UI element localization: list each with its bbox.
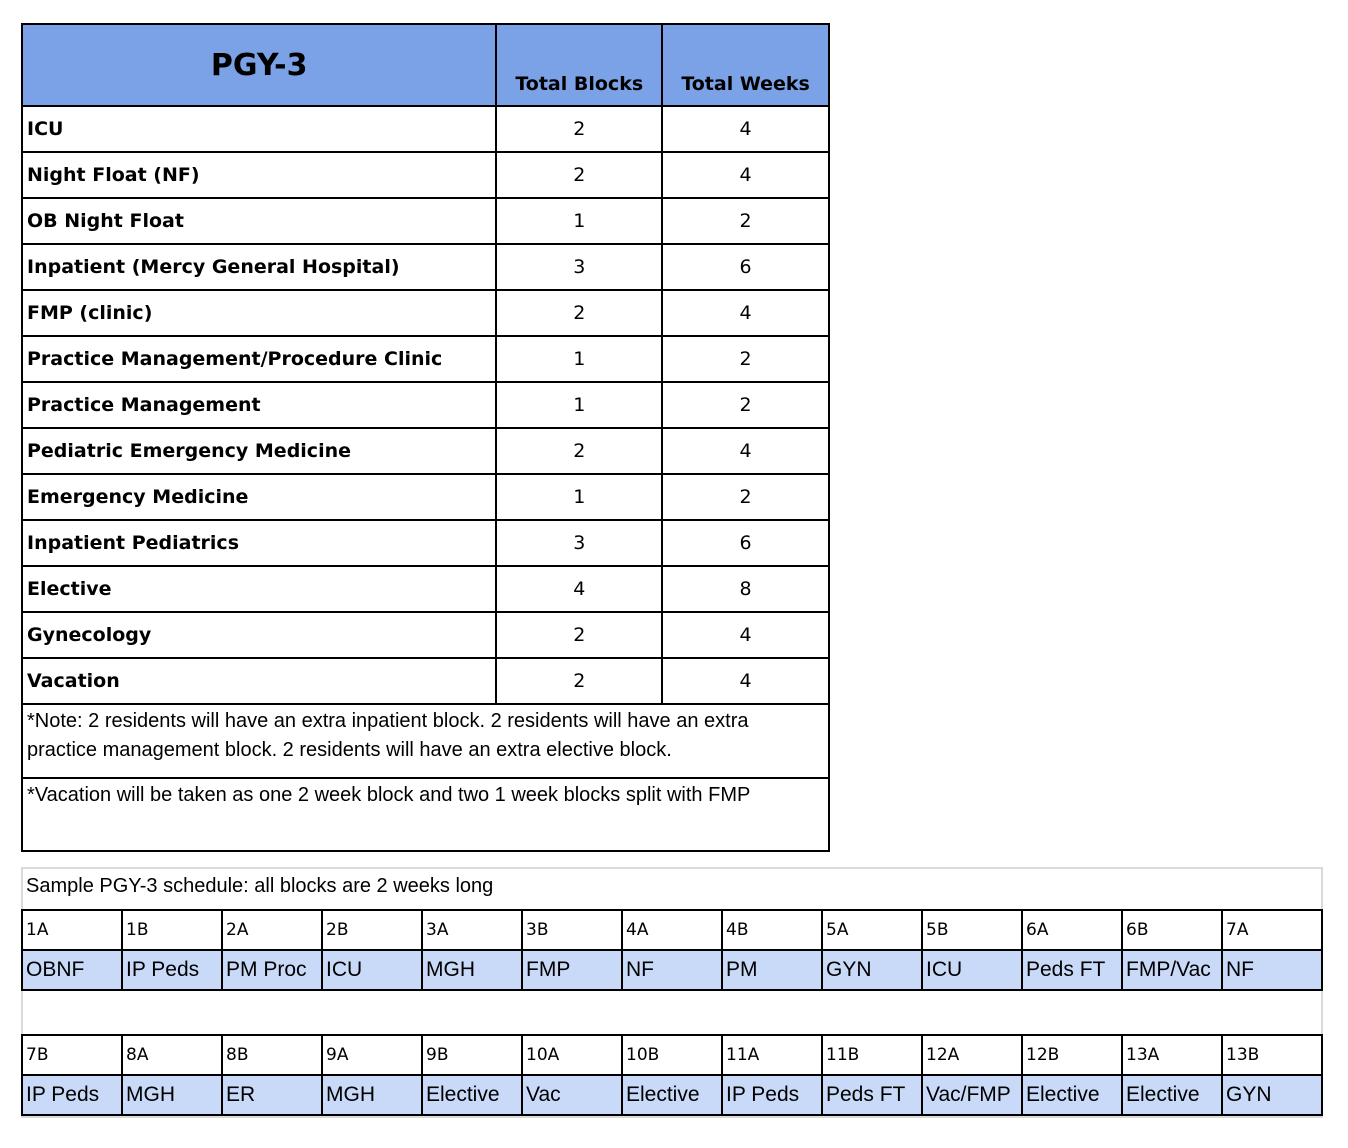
total-blocks-value: 1 <box>496 336 662 382</box>
rotation-cell: Elective <box>422 1075 522 1115</box>
table-title: PGY-3 <box>22 24 496 106</box>
total-blocks-value: 2 <box>496 612 662 658</box>
block-number-cell: 9A <box>322 1035 422 1075</box>
rotation-cell: MGH <box>422 950 522 990</box>
block-number-cell: 10A <box>522 1035 622 1075</box>
block-number-cell: 13B <box>1222 1035 1322 1075</box>
block-number-cell: 12A <box>922 1035 1022 1075</box>
block-number-cell: 11B <box>822 1035 922 1075</box>
rotation-cell: NF <box>622 950 722 990</box>
rotation-cell: ICU <box>322 950 422 990</box>
rotation-cell: Elective <box>1022 1075 1122 1115</box>
rotation-cell: Elective <box>1122 1075 1222 1115</box>
rotation-name: Elective <box>22 566 496 612</box>
rotation-cell: MGH <box>322 1075 422 1115</box>
rotation-name: OB Night Float <box>22 198 496 244</box>
total-weeks-value: 4 <box>662 428 829 474</box>
note-row <box>22 778 829 851</box>
block-number-cell: 11A <box>722 1035 822 1075</box>
total-weeks-value: 2 <box>662 382 829 428</box>
rotation-row <box>22 950 1322 990</box>
table-row <box>22 244 829 290</box>
rotation-name: Gynecology <box>22 612 496 658</box>
rotation-cell: Peds FT <box>822 1075 922 1115</box>
total-blocks-value: 2 <box>496 152 662 198</box>
total-weeks-value: 4 <box>662 612 829 658</box>
rotation-name: Practice Management <box>22 382 496 428</box>
rotation-cell: Elective <box>622 1075 722 1115</box>
rotation-row <box>22 1075 1322 1115</box>
block-number-cell: 8A <box>122 1035 222 1075</box>
rotation-cell: FMP <box>522 950 622 990</box>
rotation-cell: OBNF <box>22 950 122 990</box>
total-weeks-value: 6 <box>662 244 829 290</box>
total-blocks-value: 1 <box>496 382 662 428</box>
table-row <box>22 566 829 612</box>
rotation-cell: PM Proc <box>222 950 322 990</box>
schedule-title: Sample PGY-3 schedule: all blocks are 2 weeks long <box>26 875 494 897</box>
block-number-cell: 6B <box>1122 910 1222 950</box>
rotation-cell: Vac <box>522 1075 622 1115</box>
rotation-cell: GYN <box>822 950 922 990</box>
total-weeks-value: 4 <box>662 152 829 198</box>
total-blocks-value: 1 <box>496 474 662 520</box>
block-number-cell: 1B <box>122 910 222 950</box>
rotation-name: Inpatient Pediatrics <box>22 520 496 566</box>
rotation-name: ICU <box>22 106 496 152</box>
block-number-row <box>22 1035 1322 1075</box>
block-number-cell: 2B <box>322 910 422 950</box>
total-blocks-value: 2 <box>496 658 662 704</box>
block-number-cell: 12B <box>1022 1035 1122 1075</box>
total-blocks-value: 3 <box>496 244 662 290</box>
pgy3-rotation-table <box>21 23 830 852</box>
total-blocks-value: 2 <box>496 290 662 336</box>
total-weeks-value: 2 <box>662 474 829 520</box>
rotation-cell: IP Peds <box>22 1075 122 1115</box>
rotation-cell: ICU <box>922 950 1022 990</box>
rotation-cell: NF <box>1222 950 1322 990</box>
table-row <box>22 474 829 520</box>
rotation-name: Night Float (NF) <box>22 152 496 198</box>
block-number-cell: 5A <box>822 910 922 950</box>
block-number-cell: 13A <box>1122 1035 1222 1075</box>
note-row <box>22 704 829 778</box>
block-number-cell: 7A <box>1222 910 1322 950</box>
sample-schedule-table <box>21 867 1323 1118</box>
total-blocks-value: 4 <box>496 566 662 612</box>
rotation-cell: IP Peds <box>722 1075 822 1115</box>
block-number-cell: 10B <box>622 1035 722 1075</box>
rotation-name: FMP (clinic) <box>22 290 496 336</box>
total-weeks-value: 8 <box>662 566 829 612</box>
schedule-grid-second-half <box>21 1034 1323 1116</box>
rotation-name: Inpatient (Mercy General Hospital) <box>22 244 496 290</box>
table-row <box>22 198 829 244</box>
block-number-cell: 4A <box>622 910 722 950</box>
block-number-cell: 4B <box>722 910 822 950</box>
total-blocks-value: 2 <box>496 428 662 474</box>
total-weeks-value: 6 <box>662 520 829 566</box>
rotation-cell: MGH <box>122 1075 222 1115</box>
total-weeks-value: 4 <box>662 658 829 704</box>
table-row <box>22 106 829 152</box>
total-weeks-value: 4 <box>662 106 829 152</box>
rotation-cell: FMP/Vac <box>1122 950 1222 990</box>
table-row <box>22 382 829 428</box>
rotation-name: Vacation <box>22 658 496 704</box>
block-number-cell: 6A <box>1022 910 1122 950</box>
rotation-name: Emergency Medicine <box>22 474 496 520</box>
note-extra-blocks: *Note: 2 residents will have an extra inpatient block. 2 residents will have an extra practice management block. 2 residents will have an extra elective block. <box>22 704 829 778</box>
total-weeks-value: 2 <box>662 198 829 244</box>
block-number-cell: 9B <box>422 1035 522 1075</box>
block-number-cell: 3B <box>522 910 622 950</box>
rotation-cell: ER <box>222 1075 322 1115</box>
block-number-row <box>22 910 1322 950</box>
total-blocks-value: 3 <box>496 520 662 566</box>
block-number-cell: 3A <box>422 910 522 950</box>
rotation-cell: IP Peds <box>122 950 222 990</box>
rotation-cell: GYN <box>1222 1075 1322 1115</box>
table-row <box>22 152 829 198</box>
rotation-cell: Peds FT <box>1022 950 1122 990</box>
total-weeks-value: 2 <box>662 336 829 382</box>
note-vacation: *Vacation will be taken as one 2 week block and two 1 week blocks split with FMP <box>22 778 829 851</box>
table-row <box>22 520 829 566</box>
table-row <box>22 658 829 704</box>
rotation-name: Practice Management/Procedure Clinic <box>22 336 496 382</box>
total-blocks-value: 2 <box>496 106 662 152</box>
block-number-cell: 5B <box>922 910 1022 950</box>
table-row <box>22 612 829 658</box>
table-row <box>22 428 829 474</box>
block-number-cell: 7B <box>22 1035 122 1075</box>
block-number-cell: 2A <box>222 910 322 950</box>
block-number-cell: 1A <box>22 910 122 950</box>
rotation-cell: PM <box>722 950 822 990</box>
total-blocks-value: 1 <box>496 198 662 244</box>
schedule-grid-first-half <box>21 909 1323 991</box>
column-header-total-blocks: Total Blocks <box>496 24 662 106</box>
table-row <box>22 290 829 336</box>
rotation-name: Pediatric Emergency Medicine <box>22 428 496 474</box>
table-row <box>22 336 829 382</box>
column-header-total-weeks: Total Weeks <box>662 24 829 106</box>
total-weeks-value: 4 <box>662 290 829 336</box>
rotation-cell: Vac/FMP <box>922 1075 1022 1115</box>
table-header-row <box>22 24 829 106</box>
block-number-cell: 8B <box>222 1035 322 1075</box>
